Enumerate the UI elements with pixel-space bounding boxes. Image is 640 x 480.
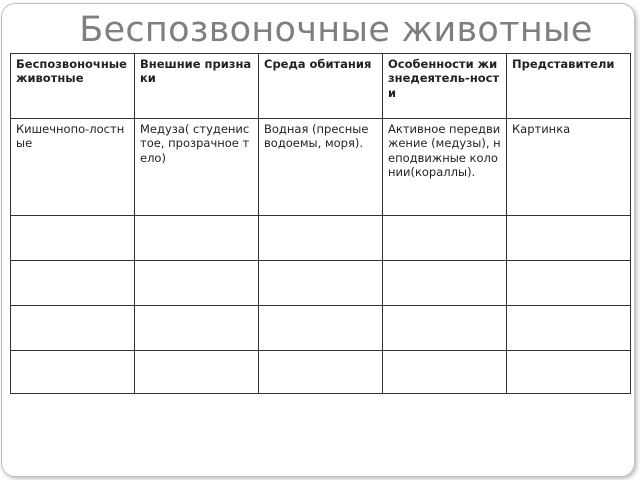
table-cell: Водная (пресные водоемы, моря). xyxy=(259,119,383,216)
table-cell xyxy=(259,351,383,394)
header-cell-invertebrates: Беспозвоночные животные xyxy=(11,54,135,119)
table-cell xyxy=(383,261,507,306)
table-cell: Активное передвижение (медузы), неподвижные колонии(кораллы). xyxy=(383,119,507,216)
header-cell-external-features: Внешние признаки xyxy=(135,54,259,119)
table-cell xyxy=(11,306,135,351)
table-cell xyxy=(507,261,631,306)
table-cell xyxy=(259,216,383,261)
table-header-row xyxy=(11,54,631,119)
table-cell: Медуза( студенистое, прозрачное тело) xyxy=(135,119,259,216)
table-cell xyxy=(135,216,259,261)
header-cell-habitat: Среда обитания xyxy=(259,54,383,119)
slide-title: Беспозвоночные животные xyxy=(79,10,593,50)
table-cell xyxy=(11,216,135,261)
table-cell xyxy=(11,261,135,306)
table-cell xyxy=(507,216,631,261)
table-cell: Кишечнопо-лостные xyxy=(11,119,135,216)
table-row xyxy=(11,119,631,216)
table-cell xyxy=(135,306,259,351)
table-cell xyxy=(507,306,631,351)
table-row xyxy=(11,306,631,351)
table-cell xyxy=(383,216,507,261)
table-cell xyxy=(383,351,507,394)
table-cell xyxy=(11,351,135,394)
table-cell: Картинка xyxy=(507,119,631,216)
table-cell xyxy=(135,351,259,394)
table-cell xyxy=(259,261,383,306)
table-row xyxy=(11,216,631,261)
header-cell-representatives: Представители xyxy=(507,54,631,119)
table-cell xyxy=(507,351,631,394)
table-row xyxy=(11,351,631,394)
table-cell xyxy=(383,306,507,351)
header-cell-life-features: Особенности жизнедеятель-ности xyxy=(383,54,507,119)
table-cell xyxy=(259,306,383,351)
table-row xyxy=(11,261,631,306)
table-cell xyxy=(135,261,259,306)
invertebrates-table xyxy=(10,53,631,394)
